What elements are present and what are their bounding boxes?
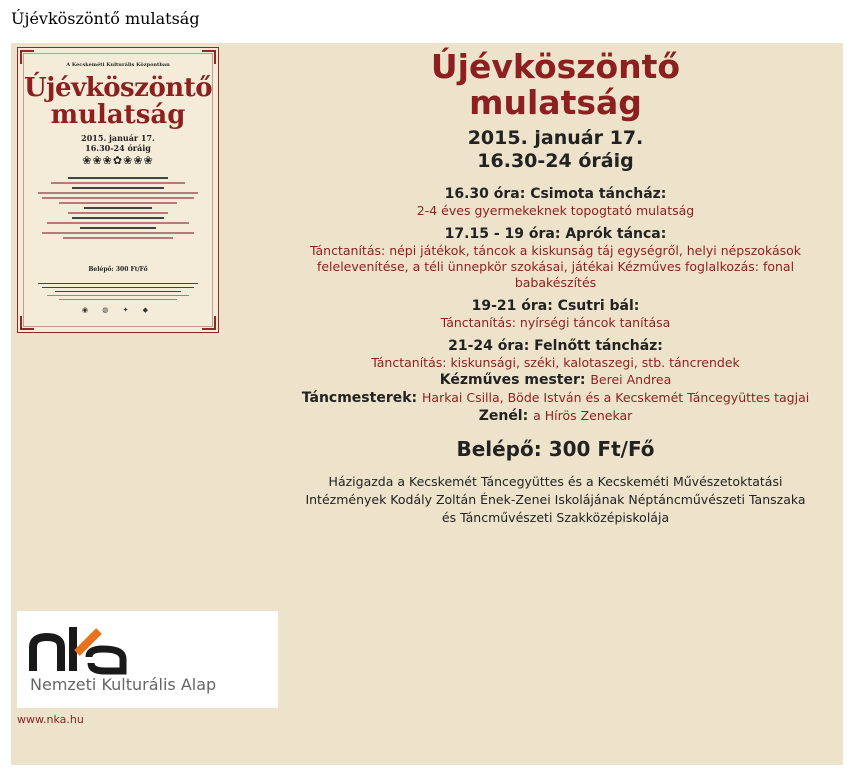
program-item-description: Tánctanítás: nyírségi táncok tanítása	[440, 315, 671, 330]
music-value: a Hírös Zenekar	[533, 408, 633, 423]
event-title-line1: Újévköszöntő	[430, 47, 681, 86]
poster-program-text	[34, 174, 202, 242]
poster-date	[18, 133, 218, 153]
dance-masters-label: Táncmesterek:	[301, 390, 418, 406]
event-poster-image[interactable]	[17, 47, 219, 333]
nka-logo-text: Nemzeti Kulturális Alap	[30, 675, 217, 694]
program-item	[278, 337, 833, 371]
event-date-time: 16.30-24 óráig	[477, 150, 634, 172]
craft-master-label: Kézműves mester:	[439, 372, 586, 388]
event-title	[278, 49, 833, 121]
craft-master	[278, 371, 833, 389]
event-panel	[11, 43, 843, 765]
poster-corner-ornament	[20, 316, 34, 330]
program-item	[278, 297, 833, 331]
poster-date-time: 16.30-24 óráig	[85, 143, 151, 153]
poster-venue: A Kecskeméti Kulturális Központban	[66, 62, 170, 68]
poster-floral-ornament-icon: ❀❀❀✿❀❀❀	[82, 154, 154, 167]
poster-corner-ornament	[202, 316, 216, 330]
event-title-line2: mulatság	[469, 83, 642, 122]
entry-price: Belépő: 300 Ft/Fő	[456, 437, 655, 461]
program-item	[278, 185, 833, 219]
poster-date-day: 2015. január 17.	[81, 133, 155, 143]
poster-sponsor-logos-icon: ◉ ◍ ✦ ◆	[81, 306, 155, 314]
program-item-description: 2-4 éves gyermekeknek topogtató mulatság	[416, 203, 695, 218]
program-item-description: Tánctanítás: népi játékok, táncok a kiskunság táj egységről, helyi népszokások felelevenítése, a téli ünnepkör szokásai, játékai Kézműves foglalkozás: fonal babakészítés	[309, 243, 802, 290]
event-details	[278, 47, 833, 527]
poster-title-line1: Újévköszöntő	[23, 73, 213, 103]
program-item	[278, 225, 833, 291]
page-title: Újévköszöntő mulatság	[11, 9, 200, 28]
craft-master-value: Berei Andrea	[590, 372, 672, 387]
nka-mark-icon	[29, 625, 139, 675]
event-date	[278, 127, 833, 173]
host-info: Házigazda a Kecskemét Táncegyüttes és a Kecskeméti Művészetoktatási Intézmények Kodály Zoltán Ének-Zenei Iskolájának Néptáncművészeti Tanszaka és Táncművészeti Szakközépiskolája	[305, 474, 806, 525]
dance-masters	[278, 389, 833, 407]
program-item-heading: 21-24 óra: Felnőtt táncház:	[448, 338, 663, 354]
program-item-heading: 17.15 - 19 óra: Aprók tánca:	[444, 226, 667, 242]
dance-masters-value: Harkai Csilla, Böde István és a Kecskemét Táncegyüttes tagjai	[422, 390, 810, 405]
music	[278, 407, 833, 425]
nka-logo[interactable]	[17, 611, 278, 708]
poster-title-line2: mulatság	[50, 100, 186, 130]
program-item-heading: 19-21 óra: Csutri bál:	[471, 298, 640, 314]
program-item-description: Tánctanítás: kiskunsági, széki, kalotaszegi, stb. táncrendek	[371, 355, 740, 370]
poster-host-text	[34, 280, 202, 303]
program-item-heading: 16.30 óra: Csimota táncház:	[444, 186, 667, 202]
music-label: Zenél:	[478, 408, 529, 424]
poster-price: Belépő: 300 Ft/Fő	[88, 266, 148, 273]
nka-website-link[interactable]: www.nka.hu	[17, 713, 84, 726]
event-date-day: 2015. január 17.	[467, 127, 644, 149]
